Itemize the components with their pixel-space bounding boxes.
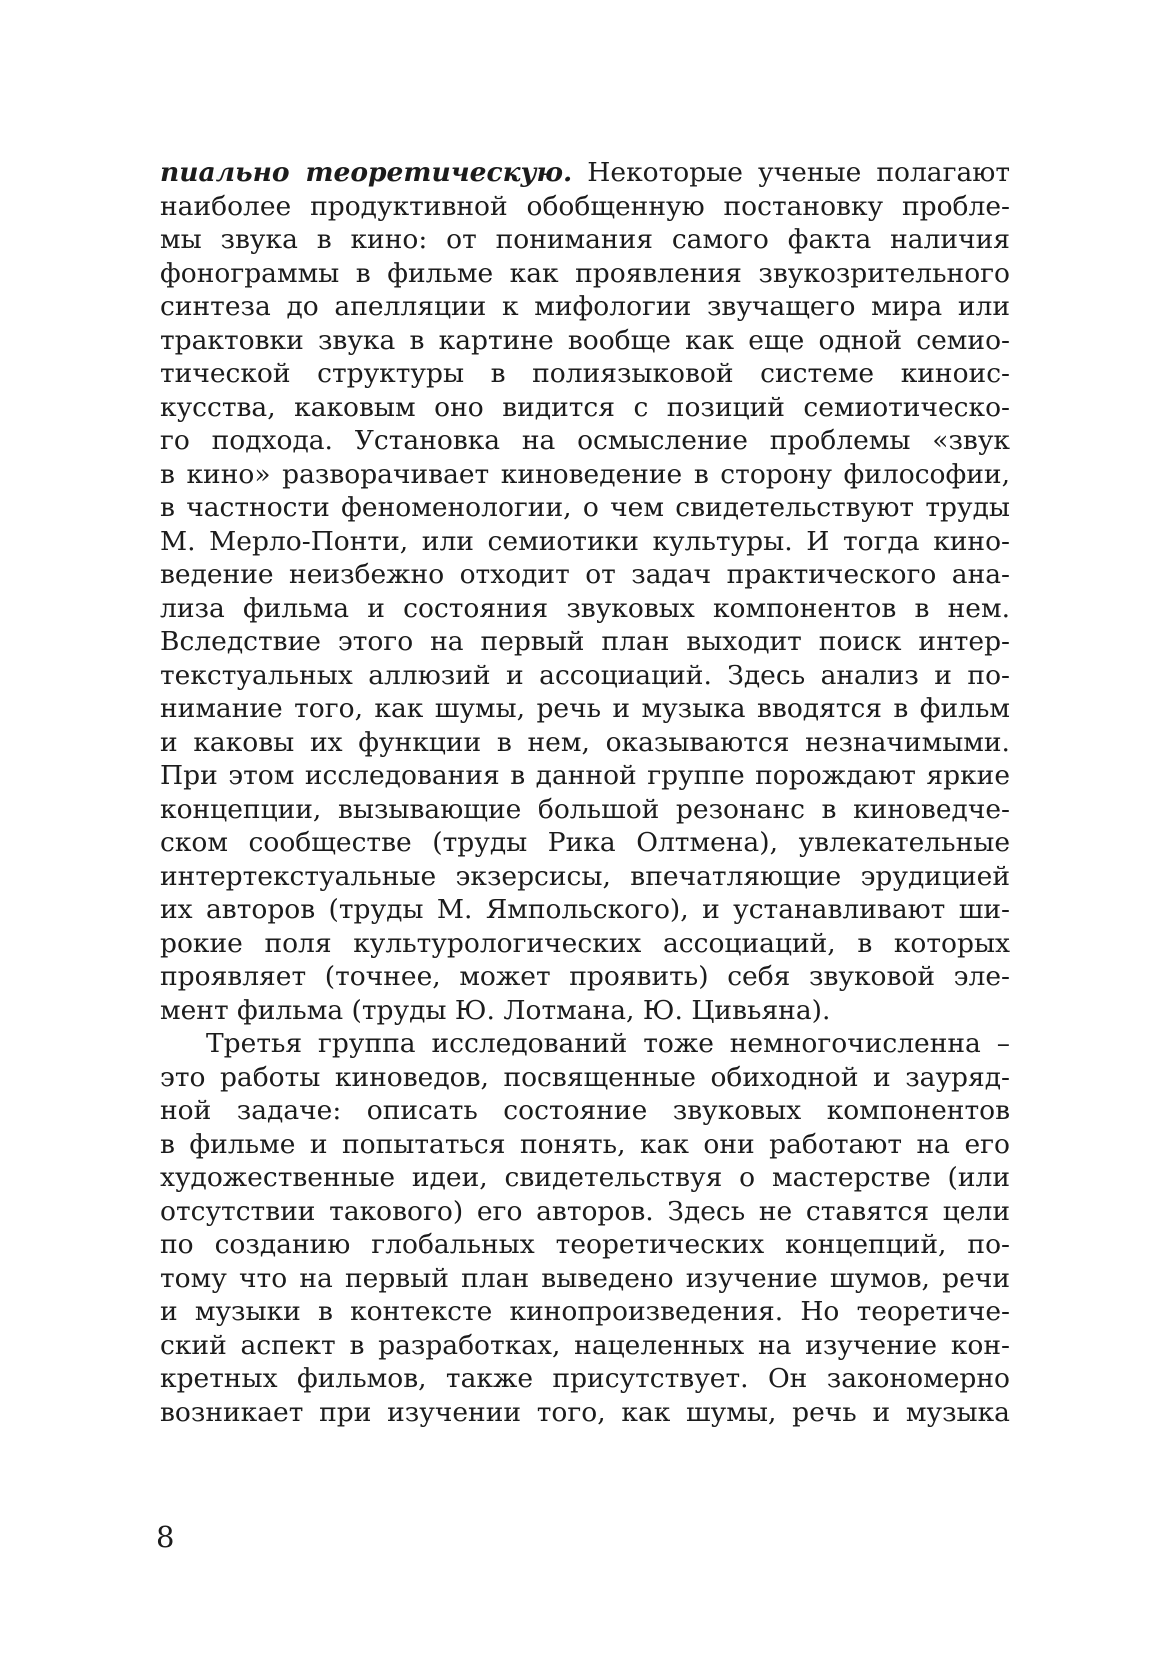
text-line: отсутствии такового) его авторов. Здесь не ставятся цели [160, 1195, 1010, 1227]
text-line: концепции, вызывающие большой резонанс в киноведче- [160, 793, 1010, 825]
text-line: ведение неизбежно отходит от задач практического ана- [160, 559, 1010, 590]
text-line: лиза фильма и состояния звуковых компонентов в нем. [160, 592, 1010, 624]
text-line: кусства, каковым оно видится с позиций семиотическо- [160, 391, 1010, 423]
text-line: М. Мерло-Понти, или семиотики культуры. И тогда кино- [160, 525, 1010, 557]
paragraph-first-line: Третья группа исследований тоже немногочисленна – [206, 1028, 1010, 1059]
body-text [160, 156, 1010, 1429]
text-line: фонограммы в фильме как проявления звукозрительного [160, 257, 1010, 289]
text-line: кретных фильмов, также присутствует. Он закономерно [160, 1363, 1010, 1394]
text-line: в частности феноменологии, о чем свидетельствуют труды [160, 492, 1010, 523]
text-line: тому что на первый план выведено изучение шумов, речи [160, 1262, 1010, 1294]
text-line: го подхода. Установка на осмысление проблемы «звук [160, 425, 1010, 456]
text-line: мент фильма (труды Ю. Лотмана, Ю. Цивьяна). [160, 994, 831, 1026]
text-line: наиболее продуктивной обобщенную постановку пробле- [160, 190, 1010, 222]
text-line: текстуальных аллюзий и ассоциаций. Здесь анализ и по- [160, 659, 1010, 691]
text-line: художественные идеи, свидетельствуя о мастерстве (или [160, 1162, 1010, 1193]
text-line: мы звука в кино: от понимания самого факта наличия [160, 224, 1010, 255]
emphasized-text: пиально теоретическую. [160, 157, 573, 188]
text-line: пиально теоретическую. Некоторые ученые полагают [160, 157, 1011, 188]
text-line: в фильме и попытаться понять, как они работают на его [160, 1128, 1010, 1160]
text-line: ский аспект в разработках, нацеленных на изучение кон- [160, 1329, 1010, 1361]
text-line: в кино» разворачивает киноведение в сторону философии, [160, 458, 1010, 490]
text-line: интертекстуальные экзерсисы, впечатляющие эрудицией [160, 860, 1010, 892]
text-line: трактовки звука в картине вообще как еще одной семио- [160, 324, 1010, 356]
text-line: по созданию глобальных теоретических концепций, по- [160, 1229, 1010, 1260]
text-line: возникает при изучении того, как шумы, речь и музыка [160, 1396, 1010, 1428]
text-line: синтеза до апелляции к мифологии звучащего мира или [160, 291, 1010, 322]
text-line: При этом исследования в данной группе порождают яркие [160, 760, 1010, 791]
text-line: их авторов (труды М. Ямпольского), и устанавливают ши- [160, 894, 1010, 925]
text-line: проявляет (точнее, может проявить) себя звуковой эле- [160, 961, 1010, 992]
text-line: нимание того, как шумы, речь и музыка вводятся в фильм [160, 693, 1010, 724]
page-number: 8 [156, 1520, 175, 1554]
text-line: рокие поля культурологических ассоциаций, в которых [160, 927, 1010, 959]
text-line: и музыки в контексте кинопроизведения. Но теоретиче- [160, 1296, 1010, 1327]
text-line: тической структуры в полиязыковой системе киноис- [160, 358, 1010, 389]
text-line: ском сообществе (труды Рика Олтмена), увлекательные [160, 827, 1010, 858]
text-line: это работы киноведов, посвященные обиходной и зауряд- [160, 1061, 1010, 1093]
text-line: и каковы их функции в нем, оказываются незначимыми. [160, 726, 1010, 758]
text-line: ной задаче: описать состояние звуковых компонентов [160, 1095, 1010, 1126]
text-line: Вследствие этого на первый план выходит поиск интер- [160, 626, 1010, 657]
